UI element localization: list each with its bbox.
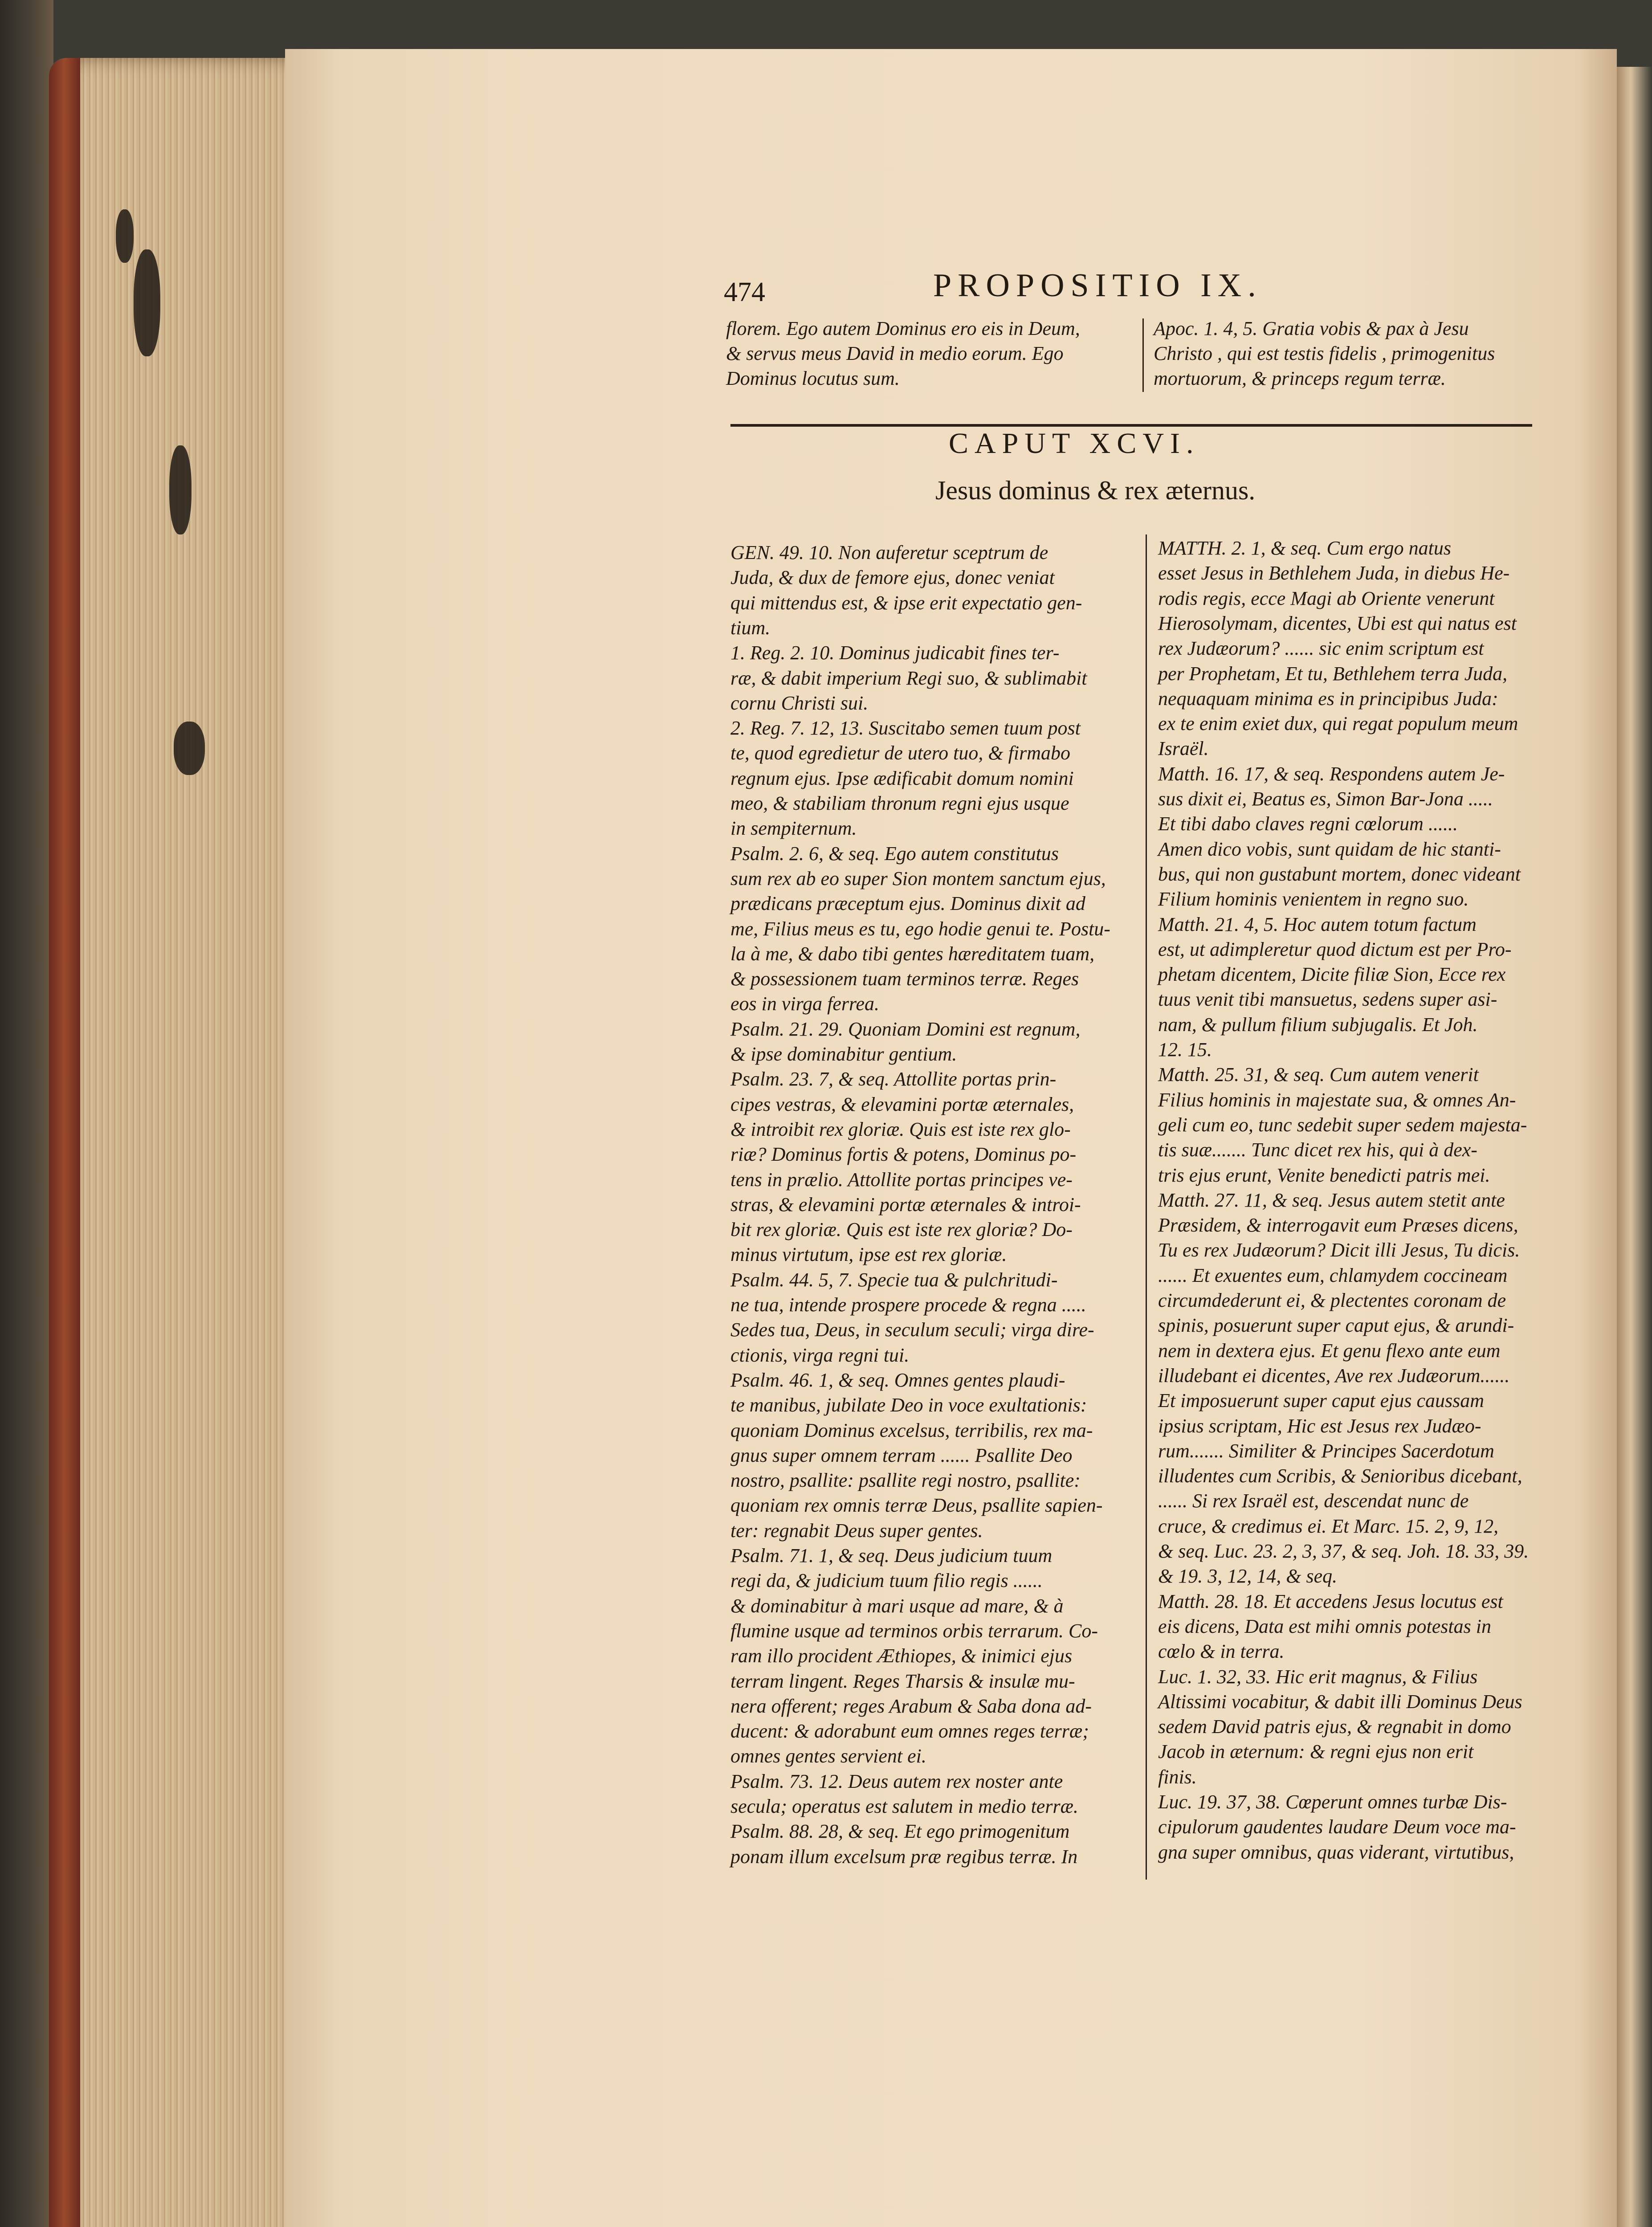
text-line: ex te enim exiet dux, qui regat populum meum <box>1158 713 1518 735</box>
text-line: minus virtutum, ipse est rex gloriæ. <box>730 1244 1007 1266</box>
text-line: Psalm. 44. 5, 7. Specie tua & pulchritudi- <box>730 1268 1058 1291</box>
text-line: regnum ejus. Ipse ædificabit domum nomini <box>730 767 1074 789</box>
text-line: Psalm. 2. 6, & seq. Ego autem constitutus <box>730 842 1059 865</box>
page-number: 474 <box>724 277 765 307</box>
text-line: me, Filius meus es tu, ego hodie genui te. Postu- <box>730 918 1110 940</box>
text-line: geli cum eo, tunc sedebit super sedem majesta- <box>1158 1114 1527 1136</box>
text-line: & possessionem tuam terminos terræ. Reges <box>730 968 1079 990</box>
text-line: prædicans præceptum ejus. Dominus dixit ad <box>730 893 1085 915</box>
text-line: Matth. 25. 31, & seq. Cum autem venerit <box>1158 1064 1479 1086</box>
text-line: nam, & pullum filium subjugalis. Et Joh. <box>1158 1013 1478 1036</box>
text-line: eos in virga ferrea. <box>730 993 880 1015</box>
text-line: ipsius scriptam, Hic est Jesus rex Judæo- <box>1158 1415 1481 1437</box>
section-rule <box>730 424 1532 427</box>
ink-blot <box>116 209 134 263</box>
text-line: Filius hominis in majestate sua, & omnes An- <box>1158 1089 1516 1111</box>
next-page-edge <box>1617 67 1652 2227</box>
text-line: & ipse dominabitur gentium. <box>730 1043 957 1065</box>
text-line: Amen dico vobis, sunt quidam de hic stanti- <box>1158 838 1501 860</box>
text-line: spinis, posuerunt super caput ejus, & arundi- <box>1158 1314 1514 1337</box>
text-line: & introibit rex gloriæ. Quis est iste rex glo- <box>730 1118 1071 1140</box>
text-line: Jacob in æternum: & regni ejus non erit <box>1158 1741 1474 1763</box>
text-line: quoniam Dominus excelsus, terribilis, rex ma- <box>730 1419 1093 1441</box>
text-line: cipulorum gaudentes laudare Deum voce ma- <box>1158 1816 1516 1838</box>
text-line: bit rex gloriæ. Quis est iste rex gloriæ? Do- <box>730 1219 1073 1241</box>
text-line: nostro, psallite: psallite regi nostro, psallite: <box>730 1469 1081 1492</box>
text-line: Luc. 1. 32, 33. Hic erit magnus, & Filius <box>1158 1665 1478 1688</box>
text-line: MATTH. 2. 1, & seq. Cum ergo natus <box>1158 537 1451 559</box>
chapter-title: CAPUT XCVI. <box>949 427 1200 460</box>
text-line: Psalm. 23. 7, & seq. Attollite portas prin- <box>730 1068 1056 1090</box>
text-line: florem. Ego autem Dominus ero eis in Deum, <box>726 318 1080 339</box>
text-line: nera offerent; reges Arabum & Saba dona ad- <box>730 1695 1092 1717</box>
text-line: ducent: & adorabunt eum omnes reges terræ; <box>730 1720 1089 1742</box>
text-line: cipes vestras, & elevamini portæ æternales, <box>730 1093 1074 1115</box>
text-line: gnus super omnem terram ...... Psallite Deo <box>730 1444 1073 1466</box>
text-line: riæ? Dominus fortis & potens, Dominus po- <box>730 1143 1077 1166</box>
text-line: nem in dextera ejus. Et genu flexo ante eum <box>1158 1339 1501 1362</box>
text-line: esset Jesus in Bethlehem Juda, in diebus He- <box>1158 562 1510 584</box>
text-line: finis. <box>1158 1766 1197 1788</box>
text-line: mortuorum, & princeps regum terræ. <box>1154 367 1446 389</box>
text-line: tris ejus erunt, Venite benedicti patris mei. <box>1158 1164 1490 1186</box>
text-line: ctionis, virga regni tui. <box>730 1344 910 1366</box>
text-line: flumine usque ad terminos orbis terrarum. Co- <box>730 1619 1098 1642</box>
text-line: rodis regis, ecce Magi ab Oriente venerunt <box>1158 587 1495 609</box>
text-line: & 19. 3, 12, 14, & seq. <box>1158 1565 1338 1587</box>
text-line: rex Judæorum? ...... sic enim scriptum est <box>1158 637 1484 660</box>
text-line: 2. Reg. 7. 12, 13. Suscitabo semen tuum post <box>730 717 1081 739</box>
text-line: ponam illum excelsum præ regibus terræ. In <box>730 1845 1078 1868</box>
text-line: Matth. 28. 18. Et accedens Jesus locutus est <box>1158 1590 1503 1612</box>
top-column-divider <box>1142 318 1144 392</box>
text-line: quoniam rex omnis terræ Deus, psallite sapien- <box>730 1494 1103 1517</box>
text-line: 12. 15. <box>1158 1039 1212 1060</box>
text-line: regi da, & judicium tuum filio regis ...... <box>730 1570 1043 1592</box>
text-line: Tu es rex Judæorum? Dicit illi Jesus, Tu dicis. <box>1158 1239 1520 1261</box>
ink-blot <box>169 445 192 534</box>
text-line: ne tua, intende prospere procede & regna ..... <box>730 1294 1086 1316</box>
text-line: tium. <box>730 616 771 639</box>
book-binding <box>49 58 80 2227</box>
text-line: nequaquam minima es in principibus Juda: <box>1158 687 1498 710</box>
text-line: ræ, & dabit imperium Regi suo, & sublimabit <box>730 667 1087 689</box>
text-line: in sempiternum. <box>730 817 857 840</box>
text-line: Psalm. 21. 29. Quoniam Domini est regnum, <box>730 1018 1081 1040</box>
text-line: Matth. 27. 11, & seq. Jesus autem stetit ante <box>1158 1189 1505 1211</box>
text-line: terram lingent. Reges Tharsis & insulæ mu- <box>730 1670 1075 1692</box>
text-line: qui mittendus est, & ipse erit expectatio gen- <box>730 591 1082 614</box>
text-line: secula; operatus est salutem in medio terræ. <box>730 1795 1078 1817</box>
text-line: Christo , qui est testis fidelis , primogenitus <box>1154 343 1495 364</box>
text-line: circumdederunt ei, & plectentes coronam de <box>1158 1289 1506 1311</box>
text-line: stras, & elevamini portæ æternales & introi- <box>730 1193 1081 1215</box>
chapter-subtitle: Jesus dominus & rex æternus. <box>935 476 1256 505</box>
text-line: ram illo procident Æthiopes, & inimici ejus <box>730 1645 1073 1667</box>
column-divider <box>1146 534 1147 1880</box>
text-line: tens in prælio. Attollite portas principes ve- <box>730 1168 1073 1191</box>
text-line: gna super omnibus, quas viderant, virtutibus, <box>1158 1841 1514 1863</box>
text-line: meo, & stabiliam thronum regni ejus usque <box>730 792 1069 814</box>
text-line: sus dixit ei, Beatus es, Simon Bar-Jona ..... <box>1158 788 1493 810</box>
text-line: Matth. 21. 4, 5. Hoc autem totum factum <box>1158 913 1477 935</box>
text-line: Psalm. 71. 1, & seq. Deus judicium tuum <box>730 1545 1052 1566</box>
text-line: & dominabitur à mari usque ad mare, & à <box>730 1595 1064 1617</box>
running-head: PROPOSITIO IX. <box>933 267 1262 304</box>
text-line: cornu Christi sui. <box>730 692 869 714</box>
text-line: Apoc. 1. 4, 5. Gratia vobis & pax à Jesu <box>1154 318 1469 339</box>
text-line: Dominus locutus sum. <box>726 367 900 389</box>
text-line: ...... Et exuentes eum, chlamydem coccineam <box>1158 1264 1508 1286</box>
text-line: & servus meus David in medio eorum. Ego <box>726 343 1064 364</box>
text-line: Filium hominis venientem in regno suo. <box>1158 888 1469 910</box>
text-line: bus, qui non gustabunt mortem, donec videant <box>1158 863 1521 885</box>
text-line: omnes gentes servient ei. <box>730 1745 926 1767</box>
text-line: ...... Si rex Israël est, descendat nunc de <box>1158 1490 1469 1512</box>
text-line: tis suæ....... Tunc dicet rex his, qui à dex- <box>1158 1139 1477 1161</box>
text-line: tuus venit tibi mansuetus, sedens super asi- <box>1158 988 1497 1011</box>
text-line: & seq. Luc. 23. 2, 3, 37, & seq. Joh. 18. 33, 39. <box>1158 1540 1529 1562</box>
text-line: ter: regnabit Deus super gentes. <box>730 1519 983 1542</box>
text-line: Israël. <box>1158 738 1209 760</box>
text-line: Altissimi vocabitur, & dabit illi Dominus Deus <box>1158 1690 1522 1713</box>
text-line: sedem David patris ejus, & regnabit in domo <box>1158 1716 1511 1738</box>
text-line: te manibus, jubilate Deo in voce exultationis: <box>730 1394 1087 1416</box>
text-line: Præsidem, & interrogavit eum Præses dicens, <box>1158 1214 1518 1236</box>
text-line: GEN. 49. 10. Non auferetur sceptrum de <box>730 542 1048 563</box>
text-line: Sedes tua, Deus, in seculum seculi; virga dire- <box>730 1319 1094 1341</box>
text-line: 1. Reg. 2. 10. Dominus judicabit fines ter- <box>730 642 1060 664</box>
text-line: te, quod egredietur de utero tuo, & firmabo <box>730 742 1070 764</box>
text-line: Matth. 16. 17, & seq. Respondens autem Je- <box>1158 763 1505 785</box>
text-line: Et tibi dabo claves regni cœlorum ...... <box>1158 813 1458 835</box>
text-line: Psalm. 73. 12. Deus autem rex noster ante <box>730 1770 1063 1792</box>
text-line: Juda, & dux de femore ejus, donec veniat <box>730 567 1055 589</box>
text-line: la à me, & dabo tibi gentes hæreditatem tuam, <box>730 942 1095 965</box>
text-line: Et imposuerunt super caput ejus caussam <box>1158 1390 1485 1412</box>
ink-blot <box>134 249 160 356</box>
scan-background <box>0 0 53 2227</box>
book-page-edges <box>49 58 298 2227</box>
text-line: cruce, & credimus ei. Et Marc. 15. 2, 9, 12, <box>1158 1515 1499 1537</box>
text-line: cœlo & in terra. <box>1158 1640 1285 1663</box>
ink-blot <box>174 722 205 775</box>
text-line: sum rex ab eo super Sion montem sanctum ejus, <box>730 867 1106 889</box>
text-line: illudebant ei dicentes, Ave rex Judæorum...... <box>1158 1364 1510 1387</box>
text-line: rum....... Similiter & Principes Sacerdotum <box>1158 1440 1494 1462</box>
text-line: illudentes cum Scribis, & Senioribus dicebant, <box>1158 1465 1522 1487</box>
text-line: per Prophetam, Et tu, Bethlehem terra Juda, <box>1158 662 1508 685</box>
text-line: Luc. 19. 37, 38. Cœperunt omnes turbæ Dis- <box>1158 1791 1507 1813</box>
text-line: phetam dicentem, Dicite filiæ Sion, Ecce rex <box>1158 963 1506 986</box>
text-line: Psalm. 88. 28, & seq. Et ego primogenitum <box>730 1820 1070 1843</box>
text-line: Hierosolymam, dicentes, Ubi est qui natus est <box>1158 612 1517 634</box>
text-line: eis dicens, Data est mihi omnis potestas in <box>1158 1615 1491 1637</box>
text-line: Psalm. 46. 1, & seq. Omnes gentes plaudi- <box>730 1369 1065 1391</box>
text-line: est, ut adimpleretur quod dictum est per Pro- <box>1158 938 1512 960</box>
